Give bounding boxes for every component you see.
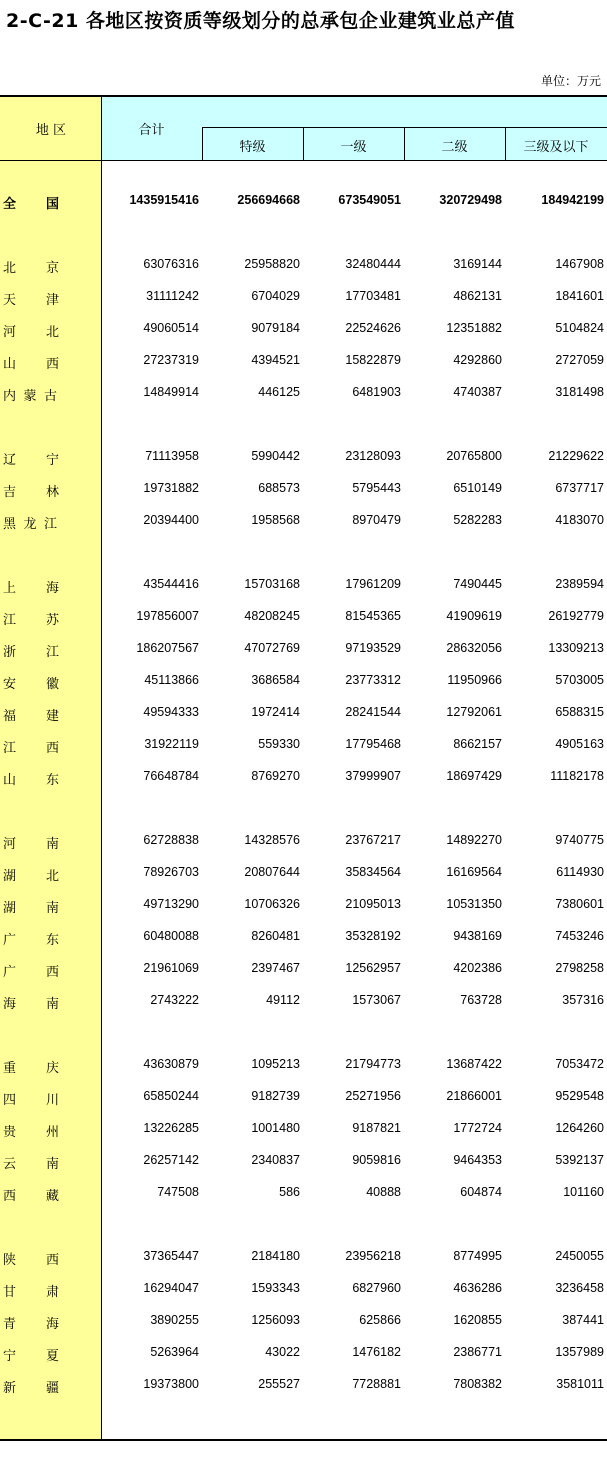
table-cell: 2743222 xyxy=(150,993,199,1007)
region-label xyxy=(3,673,59,692)
table-cell: 2386771 xyxy=(453,1345,502,1359)
table-cell: 3686584 xyxy=(251,673,300,687)
table-cell: 1256093 xyxy=(251,1313,300,1327)
table-cell: 20394400 xyxy=(143,513,199,527)
table-cell: 4862131 xyxy=(453,289,502,303)
table-cell: 255527 xyxy=(258,1377,300,1391)
region-label xyxy=(3,513,57,532)
region-label xyxy=(3,481,59,500)
table-cell: 604874 xyxy=(460,1185,502,1199)
table-cell: 8970479 xyxy=(352,513,401,527)
region-divider xyxy=(101,95,102,1441)
region-char: 甘 xyxy=(3,1285,17,1300)
region-char: 南 xyxy=(45,901,59,916)
region-char: 贵 xyxy=(3,1125,17,1140)
table-cell: 12792061 xyxy=(446,705,502,719)
table-cell: 13309213 xyxy=(548,641,604,655)
region-label xyxy=(3,1057,59,1076)
table-cell: 49713290 xyxy=(143,897,199,911)
table-cell: 43022 xyxy=(265,1345,300,1359)
region-label xyxy=(3,641,59,660)
table-cell: 18697429 xyxy=(446,769,502,783)
table-cell: 49112 xyxy=(266,993,300,1007)
table-cell: 17703481 xyxy=(345,289,401,303)
region-label xyxy=(3,1121,59,1140)
region-label xyxy=(3,1089,59,1108)
table-cell: 21961069 xyxy=(143,961,199,975)
table-cell: 11950966 xyxy=(447,673,502,687)
table-cell: 747508 xyxy=(157,1185,199,1199)
table-cell: 23773312 xyxy=(345,673,401,687)
region-char: 海 xyxy=(45,1317,59,1332)
table-cell: 15703168 xyxy=(244,577,300,591)
region-char: 蒙 xyxy=(23,389,37,404)
table-cell: 3236458 xyxy=(555,1281,604,1295)
table-cell: 320729498 xyxy=(439,193,502,207)
region-label xyxy=(3,769,59,788)
table-cell: 22524626 xyxy=(345,321,401,335)
region-char: 南 xyxy=(45,1157,59,1172)
table-cell: 76648784 xyxy=(143,769,199,783)
table-cell: 673549051 xyxy=(338,193,401,207)
page-title: 2-C-21 各地区按资质等级划分的总承包企业建筑业总产值 xyxy=(6,10,515,32)
region-char: 南 xyxy=(45,997,59,1012)
table-cell: 21794773 xyxy=(345,1057,401,1071)
table-cell: 3169144 xyxy=(453,257,502,271)
table-cell: 17961209 xyxy=(345,577,401,591)
header-grade2: 二级 xyxy=(441,140,468,155)
table-cell: 625866 xyxy=(359,1313,401,1327)
table-cell: 5795443 xyxy=(352,481,401,495)
header-total: 合计 xyxy=(138,123,165,138)
region-char: 州 xyxy=(45,1125,59,1140)
table-cell: 71113958 xyxy=(145,449,199,463)
table-cell: 14849914 xyxy=(143,385,199,399)
table-cell: 62728838 xyxy=(143,833,199,847)
table-cell: 11182178 xyxy=(550,769,604,783)
table-cell: 1357989 xyxy=(555,1345,604,1359)
table-cell: 13226285 xyxy=(143,1121,199,1135)
region-char: 四 xyxy=(3,1093,17,1108)
region-char: 疆 xyxy=(45,1381,59,1396)
region-char: 林 xyxy=(45,485,59,500)
region-char: 夏 xyxy=(45,1349,59,1364)
region-char: 江 xyxy=(3,741,17,756)
table-cell: 25271956 xyxy=(345,1089,401,1103)
table-cell: 60480088 xyxy=(143,929,199,943)
table-cell: 9529548 xyxy=(555,1089,604,1103)
region-label xyxy=(3,289,59,308)
table-cell: 1593343 xyxy=(251,1281,300,1295)
table-cell: 45113866 xyxy=(144,673,199,687)
region-char: 广 xyxy=(3,933,17,948)
table-cell: 8662157 xyxy=(453,737,502,751)
region-char: 南 xyxy=(45,837,59,852)
region-label xyxy=(3,1377,59,1396)
table-cell: 4183070 xyxy=(555,513,604,527)
table-cell: 1972414 xyxy=(251,705,300,719)
table-cell: 63076316 xyxy=(143,257,199,271)
region-char: 建 xyxy=(45,709,59,724)
table-cell: 184942199 xyxy=(541,193,604,207)
table-cell: 2340837 xyxy=(251,1153,300,1167)
top-rule xyxy=(0,95,607,97)
region-char: 内 xyxy=(3,389,17,404)
region-char: 东 xyxy=(45,933,59,948)
region-char: 西 xyxy=(45,357,59,372)
table-cell: 40888 xyxy=(366,1185,401,1199)
region-char: 西 xyxy=(45,1253,59,1268)
table-cell: 8769270 xyxy=(251,769,300,783)
header-grade3: 三级及以下 xyxy=(523,140,589,155)
region-char: 西 xyxy=(3,1189,17,1204)
region-char: 天 xyxy=(3,293,17,308)
region-char: 福 xyxy=(3,709,17,724)
table-cell: 27237319 xyxy=(143,353,199,367)
region-char: 江 xyxy=(3,613,17,628)
table-cell: 65850244 xyxy=(143,1089,199,1103)
region-label xyxy=(3,705,59,724)
region-char: 国 xyxy=(45,197,59,212)
region-char: 陕 xyxy=(3,1253,17,1268)
table-cell: 14328576 xyxy=(244,833,300,847)
table-cell: 31111242 xyxy=(146,289,199,303)
table-cell: 21866001 xyxy=(446,1089,502,1103)
table-cell: 14892270 xyxy=(446,833,502,847)
region-char: 新 xyxy=(3,1381,17,1396)
region-label xyxy=(3,737,59,756)
table-cell: 3890255 xyxy=(150,1313,199,1327)
table-cell: 9182739 xyxy=(251,1089,300,1103)
table-cell: 26257142 xyxy=(143,1153,199,1167)
table-cell: 559330 xyxy=(258,737,300,751)
table-cell: 4202386 xyxy=(453,961,502,975)
region-char: 北 xyxy=(3,261,17,276)
table-cell: 8260481 xyxy=(251,929,300,943)
region-char: 湖 xyxy=(3,901,17,916)
region-char: 青 xyxy=(3,1317,17,1332)
region-char: 海 xyxy=(3,997,17,1012)
region-char: 辽 xyxy=(3,453,17,468)
region-label xyxy=(3,257,59,276)
region-label xyxy=(3,1249,59,1268)
table-cell: 2389594 xyxy=(555,577,604,591)
table-cell: 97193529 xyxy=(345,641,401,655)
table-cell: 6827960 xyxy=(352,1281,401,1295)
table-cell: 6737717 xyxy=(555,481,604,495)
region-char: 全 xyxy=(3,197,17,212)
region-char: 东 xyxy=(45,773,59,788)
table-cell: 6704029 xyxy=(251,289,300,303)
table-cell: 9187821 xyxy=(352,1121,401,1135)
table-cell: 25958820 xyxy=(244,257,300,271)
table-cell: 9079184 xyxy=(251,321,300,335)
region-label xyxy=(3,993,59,1012)
table-cell: 19373800 xyxy=(143,1377,199,1391)
region-label xyxy=(3,321,59,340)
table-cell: 23767217 xyxy=(345,833,401,847)
region-label xyxy=(3,1313,59,1332)
table-cell: 4394521 xyxy=(251,353,300,367)
table-cell: 7380601 xyxy=(555,897,604,911)
table-cell: 5104824 xyxy=(555,321,604,335)
table-cell: 43630879 xyxy=(143,1057,199,1071)
table-cell: 20807644 xyxy=(244,865,300,879)
table-cell: 4292860 xyxy=(453,353,502,367)
table-cell: 4740387 xyxy=(453,385,502,399)
header-region: 地 区 xyxy=(35,123,67,138)
region-label xyxy=(3,897,59,916)
table-cell: 9464353 xyxy=(453,1153,502,1167)
table-cell: 1467908 xyxy=(555,257,604,271)
region-char: 海 xyxy=(45,581,59,596)
region-char: 肃 xyxy=(45,1285,59,1300)
region-char: 江 xyxy=(45,645,59,660)
table-cell: 21095013 xyxy=(345,897,401,911)
table-cell: 197856007 xyxy=(136,609,199,623)
table-cell: 1772724 xyxy=(453,1121,502,1135)
table-cell: 1001480 xyxy=(251,1121,300,1135)
table-cell: 26192779 xyxy=(548,609,604,623)
region-char: 上 xyxy=(3,581,17,596)
region-char: 津 xyxy=(45,293,59,308)
table-cell: 2798258 xyxy=(555,961,604,975)
region-char: 广 xyxy=(3,965,17,980)
table-cell: 28632056 xyxy=(446,641,502,655)
region-char: 北 xyxy=(45,325,59,340)
table-cell: 357316 xyxy=(562,993,604,1007)
table-cell: 101160 xyxy=(563,1185,604,1199)
table-cell: 49060514 xyxy=(143,321,199,335)
bottom-rule xyxy=(0,1439,607,1441)
table-cell: 387441 xyxy=(562,1313,604,1327)
region-char: 浙 xyxy=(3,645,17,660)
data-table xyxy=(0,95,607,1441)
region-label xyxy=(3,577,59,596)
region-char: 山 xyxy=(3,773,17,788)
region-char: 庆 xyxy=(45,1061,59,1076)
region-char: 古 xyxy=(43,389,57,404)
table-cell: 186207567 xyxy=(136,641,199,655)
table-cell: 6510149 xyxy=(453,481,502,495)
table-cell: 12562957 xyxy=(345,961,401,975)
table-cell: 31922119 xyxy=(144,737,199,751)
region-label xyxy=(3,193,59,212)
table-cell: 78926703 xyxy=(143,865,199,879)
table-cell: 1958568 xyxy=(251,513,300,527)
table-cell: 2450055 xyxy=(555,1249,604,1263)
region-label xyxy=(3,385,57,404)
region-label xyxy=(3,1185,59,1204)
table-cell: 10531350 xyxy=(446,897,502,911)
region-label xyxy=(3,1281,59,1300)
region-char: 江 xyxy=(43,517,57,532)
table-cell: 49594333 xyxy=(143,705,199,719)
table-cell: 43544416 xyxy=(143,577,199,591)
table-cell: 16169564 xyxy=(446,865,502,879)
table-cell: 763728 xyxy=(460,993,502,1007)
table-cell: 1573067 xyxy=(352,993,401,1007)
table-cell: 5282283 xyxy=(453,513,502,527)
region-char: 吉 xyxy=(3,485,17,500)
region-label xyxy=(3,961,59,980)
table-cell: 13687422 xyxy=(446,1057,502,1071)
table-cell: 8774995 xyxy=(453,1249,502,1263)
region-char: 山 xyxy=(3,357,17,372)
region-char: 河 xyxy=(3,325,17,340)
table-cell: 21229622 xyxy=(548,449,604,463)
table-cell: 37365447 xyxy=(143,1249,199,1263)
table-cell: 2397467 xyxy=(251,961,300,975)
region-label xyxy=(3,353,59,372)
table-cell: 4905163 xyxy=(555,737,604,751)
region-label xyxy=(3,609,59,628)
table-cell: 1620855 xyxy=(453,1313,502,1327)
region-char: 湖 xyxy=(3,869,17,884)
region-char: 宁 xyxy=(3,1349,17,1364)
table-cell: 9059816 xyxy=(352,1153,401,1167)
table-cell: 7453246 xyxy=(555,929,604,943)
table-cell: 7053472 xyxy=(555,1057,604,1071)
table-cell: 23956218 xyxy=(345,1249,401,1263)
region-char: 黑 xyxy=(3,517,17,532)
table-cell: 5703005 xyxy=(555,673,604,687)
table-cell: 1476182 xyxy=(352,1345,401,1359)
region-char: 河 xyxy=(3,837,17,852)
table-cell: 3581011 xyxy=(556,1377,604,1391)
table-cell: 10706326 xyxy=(244,897,300,911)
region-char: 川 xyxy=(45,1093,59,1108)
region-label xyxy=(3,449,59,468)
table-cell: 9438169 xyxy=(453,929,502,943)
table-cell: 35328192 xyxy=(345,929,401,943)
table-cell: 41909619 xyxy=(446,609,502,623)
region-char: 北 xyxy=(45,869,59,884)
table-cell: 23128093 xyxy=(345,449,401,463)
table-cell: 6588315 xyxy=(555,705,604,719)
table-cell: 688573 xyxy=(258,481,300,495)
region-char: 京 xyxy=(45,261,59,276)
region-char: 藏 xyxy=(45,1189,59,1204)
region-label xyxy=(3,1345,59,1364)
table-cell: 6481903 xyxy=(352,385,401,399)
region-char: 龙 xyxy=(23,517,37,532)
table-cell: 446125 xyxy=(258,385,300,399)
table-cell: 28241544 xyxy=(345,705,401,719)
table-cell: 47072769 xyxy=(244,641,300,655)
region-char: 徽 xyxy=(45,677,59,692)
region-char: 重 xyxy=(3,1061,17,1076)
table-cell: 5392137 xyxy=(555,1153,604,1167)
header-special: 特级 xyxy=(239,140,266,155)
table-cell: 32480444 xyxy=(345,257,401,271)
region-char: 苏 xyxy=(45,613,59,628)
table-cell: 7728881 xyxy=(352,1377,401,1391)
table-cell: 20765800 xyxy=(446,449,502,463)
table-cell: 5263964 xyxy=(150,1345,199,1359)
region-label xyxy=(3,865,59,884)
table-cell: 16294047 xyxy=(143,1281,199,1295)
table-cell: 3181498 xyxy=(555,385,604,399)
region-label xyxy=(3,929,59,948)
region-label xyxy=(3,1153,59,1172)
table-cell: 7808382 xyxy=(453,1377,502,1391)
table-cell: 256694668 xyxy=(237,193,300,207)
table-cell: 9740775 xyxy=(555,833,604,847)
table-cell: 48208245 xyxy=(244,609,300,623)
region-char: 西 xyxy=(45,741,59,756)
region-char: 安 xyxy=(3,677,17,692)
table-cell: 19731882 xyxy=(143,481,199,495)
table-cell: 1264260 xyxy=(555,1121,604,1135)
table-cell: 15822879 xyxy=(345,353,401,367)
table-cell: 1841601 xyxy=(555,289,604,303)
table-cell: 12351882 xyxy=(446,321,502,335)
region-char: 云 xyxy=(3,1157,17,1172)
table-cell: 6114930 xyxy=(556,865,604,879)
table-cell: 2727059 xyxy=(555,353,604,367)
unit-label: 单位：万元 xyxy=(540,74,601,88)
table-cell: 1435915416 xyxy=(129,193,199,207)
table-cell: 17795468 xyxy=(345,737,401,751)
region-label xyxy=(3,833,59,852)
header-grade1: 一级 xyxy=(340,140,367,155)
table-cell: 2184180 xyxy=(251,1249,300,1263)
table-cell: 4636286 xyxy=(453,1281,502,1295)
table-cell: 5990442 xyxy=(251,449,300,463)
region-char: 宁 xyxy=(45,453,59,468)
table-cell: 586 xyxy=(279,1185,300,1199)
table-cell: 35834564 xyxy=(345,865,401,879)
table-cell: 81545365 xyxy=(345,609,401,623)
table-cell: 37999907 xyxy=(345,769,401,783)
region-char: 西 xyxy=(45,965,59,980)
table-cell: 7490445 xyxy=(453,577,502,591)
table-cell: 1095213 xyxy=(251,1057,300,1071)
